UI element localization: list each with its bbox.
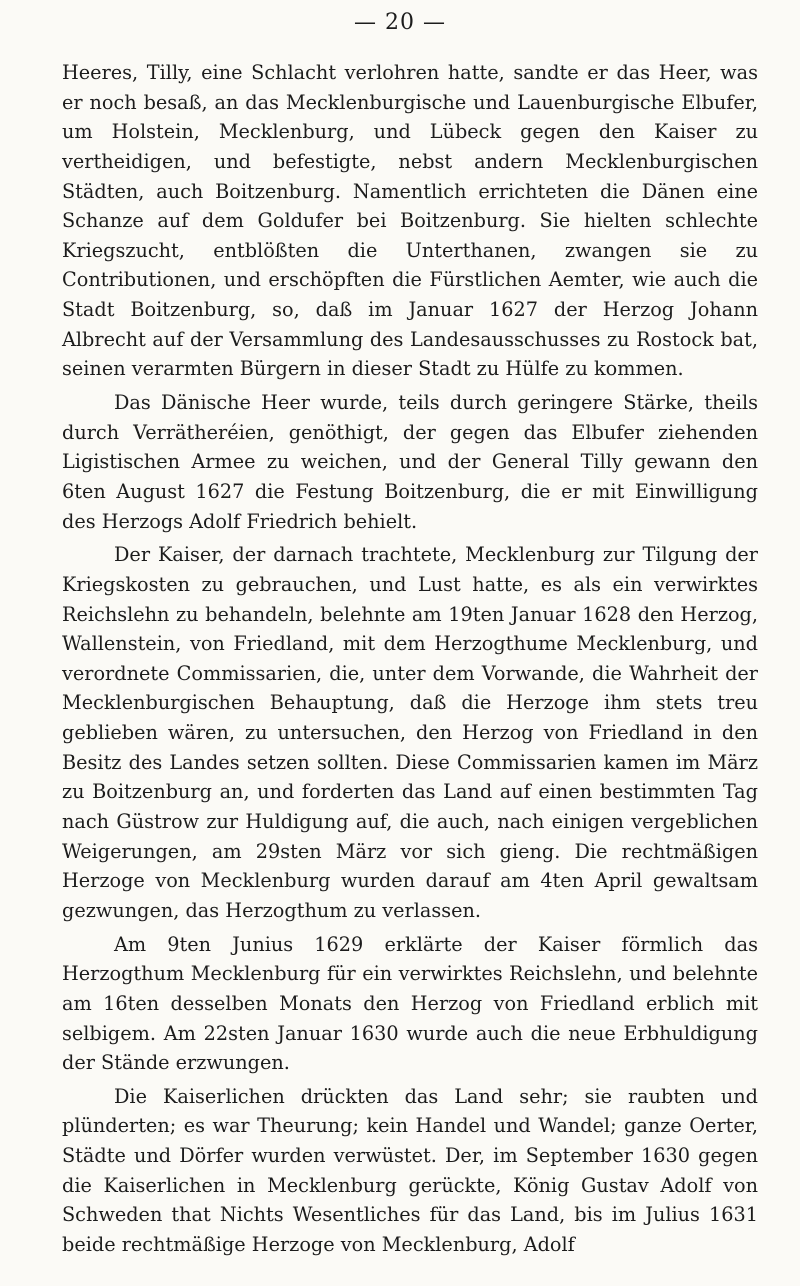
paragraph-1: Heeres, Tilly, eine Schlacht verlohren hatte, sandte er das Heer, was er noch besaß, an das Mecklenburgische und Lauenburgische Elbufer, um Holstein, Mecklenburg, und Lübeck gegen den Kaiser zu vertheidigen, und befestigte, nebst andern Mecklenburgischen Städten, auch Boitzenburg. Namentlich errichteten die Dänen eine Schanze auf dem Goldufer bei Boitzenburg. Sie hielten schlechte Kriegszucht, entblößten die Unterthanen, zwangen sie zu Contributionen, und erschöpften die Fürstlichen Aemter, wie auch die Stadt Boitzenburg, so, daß im Januar 1627 der Herzog Johann Albrecht auf der Versammlung des Landesausschusses zu Rostock bat, seinen verarmten Bürgern in dieser Stadt zu Hülfe zu kommen. [62,61,758,381]
paragraph-2: Das Dänische Heer wurde, teils durch geringere Stärke, theils durch Verrätheréien, genöthigt, der gegen das Elbufer ziehenden Ligistischen Armee zu weichen, und der General Tilly gewann den 6ten August 1627 die Festung Boitzenburg, die er mit Einwilligung des Herzogs Adolf Friedrich behielt. [62,391,758,533]
paragraph-3: Der Kaiser, der darnach trachtete, Mecklenburg zur Tilgung der Kriegskosten zu gebrauchen, und Lust hatte, es als ein verwirktes Reichslehn zu behandeln, belehnte am 19ten Januar 1628 den Herzog, Wallenstein, von Friedland, mit dem Herzogthume Mecklenburg, und verordnete Commissarien, die, unter dem Vorwande, die Wahrheit der Mecklenburgischen Behauptung, daß die Herzoge ihm stets treu geblieben wären, zu untersuchen, den Herzog von Friedland in den Besitz des Landes setzen sollten. Diese Commissarien kamen im März zu Boitzenburg an, und forderten das Land auf einen bestimmten Tag nach Güstrow zur Huldigung auf, die auch, nach einigen vergeblichen Weigerungen, am 29sten März vor sich gieng. Die rechtmäßigen Herzoge von Mecklenburg wurden darauf am 4ten April gewaltsam gezwungen, das Herzogthum zu verlassen. [62,543,758,922]
body-text [62,58,758,1264]
page-number: — 20 — [354,10,446,35]
paragraph-5: Die Kaiserlichen drückten das Land sehr; sie raubten und plünderten; es war Theurung; kein Handel und Wandel; ganze Oerter, Städte und Dörfer wurden verwüstet. Der, im September 1630 gegen die Kaiserlichen in Mecklenburg gerückte, König Gustav Adolf von Schweden that Nichts Wesentliches für das Land, bis im Julius 1631 beide rechtmäßige Herzoge von Mecklenburg, Adolf [62,1084,758,1256]
paragraph-4: Am 9ten Junius 1629 erklärte der Kaiser förmlich das Herzogthum Mecklenburg für ein verwirktes Reichslehn, und belehnte am 16ten desselben Monats den Herzog von Friedland erblich mit selbigem. Am 22sten Januar 1630 wurde auch die neue Erbhuldigung der Stände erzwungen. [62,932,758,1075]
